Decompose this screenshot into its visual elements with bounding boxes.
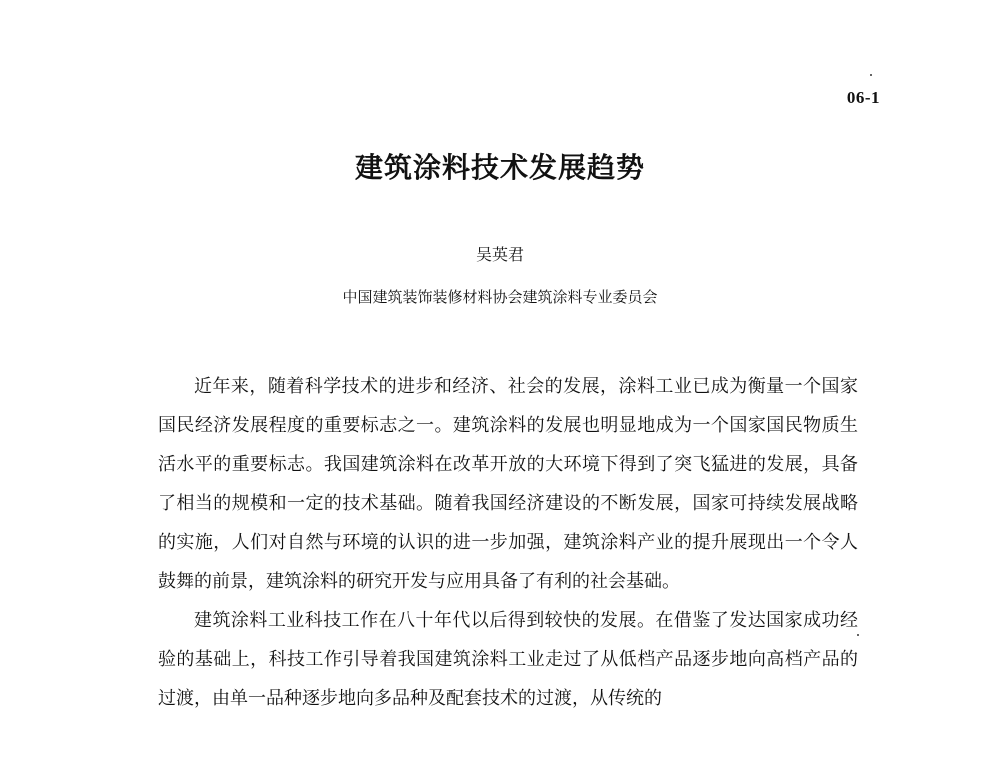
article-title: 建筑涂料技术发展趋势 bbox=[354, 151, 645, 184]
scan-speck bbox=[857, 634, 859, 636]
author-affiliation: 中国建筑装饰装修材料协会建筑涂料专业委员会 bbox=[342, 288, 658, 306]
page-number: 06-1 bbox=[846, 88, 880, 107]
body-paragraph: 建筑涂料工业科技工作在八十年代以后得到较快的发展。在借鉴了发达国家成功经验的基础上，科技工作引导着我国建筑涂料工业走过了从低档产品逐步地向高档产品的过渡，由单一品种逐步地向多品种及配套技术的过渡，从传统的 bbox=[158, 610, 858, 709]
author-name: 吴英君 bbox=[475, 245, 524, 264]
body-paragraph: 近年来，随着科学技术的进步和经济、社会的发展，涂料工业已成为衡量一个国家国民经济发展程度的重要标志之一。建筑涂料的发展也明显地成为一个国家国民物质生活水平的重要标志。我国建筑涂料在改革开放的大环境下得到了突飞猛进的发展，具备了相当的规模和一定的技术基础。随着我国经济建设的不断发展，国家可持续发展战略的实施，人们对自然与环境的认识的进一步加强，建筑涂料产业的提升展现出一个令人鼓舞的前景，建筑涂料的研究开发与应用具备了有利的社会基础。 bbox=[158, 376, 858, 592]
article-body bbox=[158, 367, 858, 718]
scan-speck bbox=[870, 74, 872, 76]
